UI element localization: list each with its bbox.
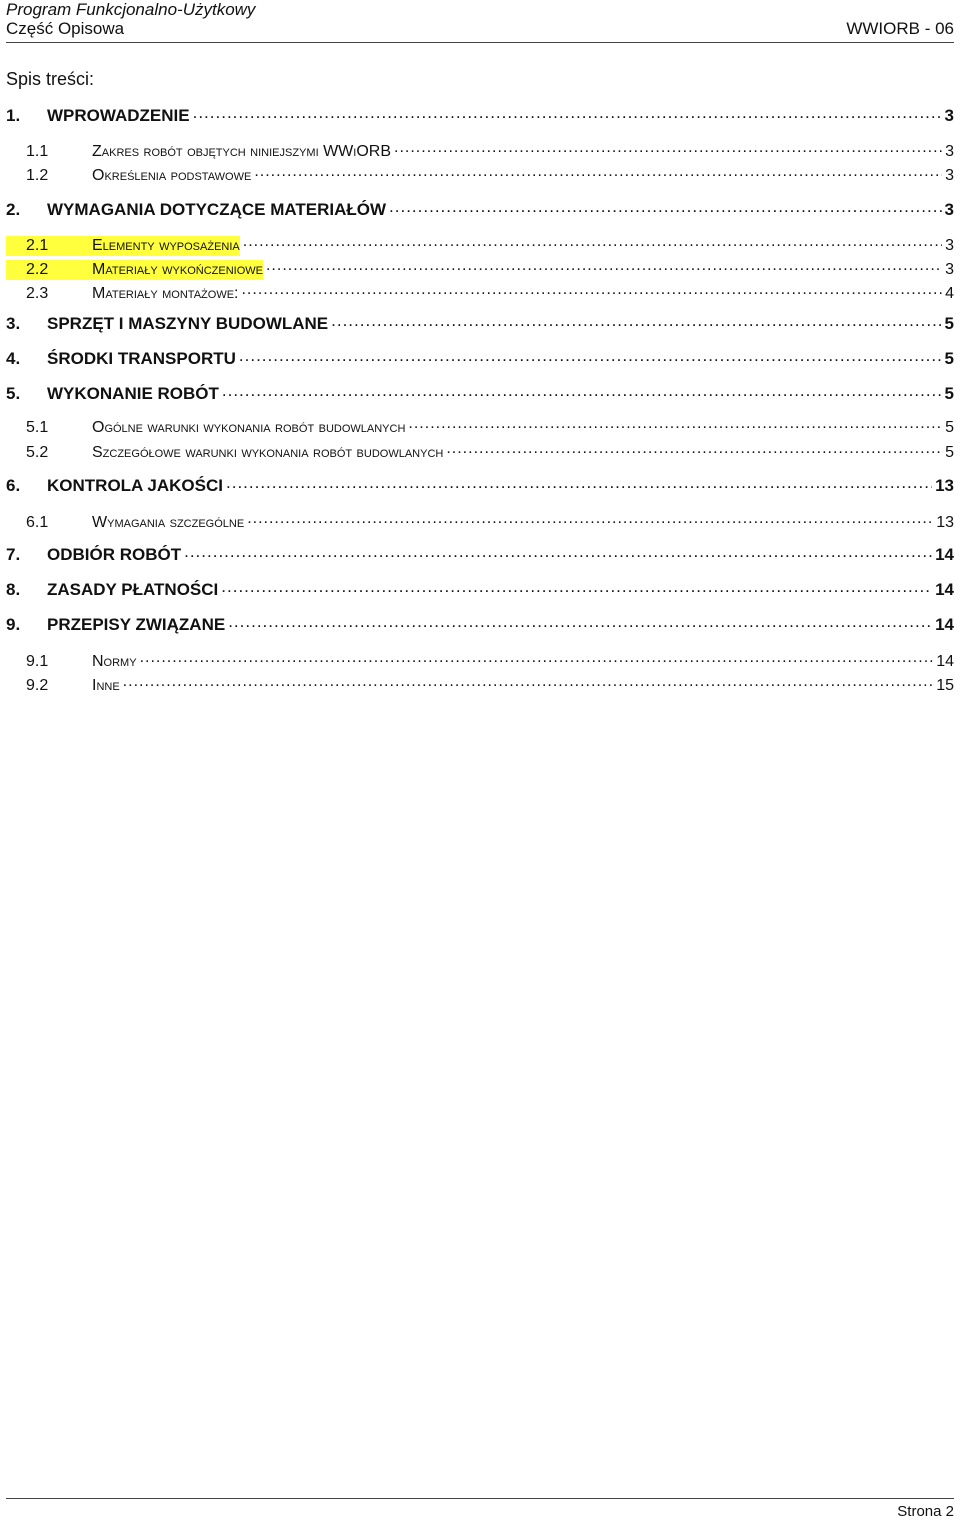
page-header <box>6 0 954 43</box>
toc-entry-page: 3 <box>944 106 954 125</box>
toc-entry-title: Materiały montażowe: <box>92 285 239 302</box>
toc-heading: Spis treści: <box>6 69 95 89</box>
toc-entry-page: 15 <box>936 677 954 694</box>
toc-entry[interactable] <box>6 578 954 600</box>
toc-entry-page: 3 <box>944 200 954 219</box>
toc-entry[interactable] <box>6 382 954 404</box>
toc-entry[interactable] <box>6 258 954 278</box>
toc-dot-leader <box>254 164 942 180</box>
toc-entry-title: WYMAGANIA DOTYCZĄCE MATERIAŁÓW <box>47 200 387 219</box>
toc-entry-page: 5 <box>945 419 954 436</box>
toc-entry-number: 9.2 <box>26 677 49 694</box>
toc-entry-number: 5.1 <box>26 419 49 436</box>
toc-entry-page: 4 <box>945 285 954 302</box>
toc-entry-title: Normy <box>92 653 137 670</box>
toc-dot-leader <box>140 650 934 666</box>
toc-entry[interactable] <box>6 474 954 496</box>
toc-entry[interactable] <box>6 140 954 160</box>
header-title: Program Funkcjonalno-Użytkowy <box>6 0 256 19</box>
toc-entry-number: 7. <box>6 545 21 564</box>
toc-entry-title: Wymagania szczególne <box>92 514 245 531</box>
toc-dot-leader <box>243 234 942 250</box>
toc-dot-leader <box>266 258 942 274</box>
footer-page-number: Strona 2 <box>897 1503 954 1520</box>
toc-entry-number: 5. <box>6 384 21 403</box>
toc-entry[interactable] <box>6 164 954 184</box>
toc-dot-leader <box>331 312 941 329</box>
toc-entry-number: 1.2 <box>26 167 49 184</box>
toc-entry[interactable] <box>6 312 954 334</box>
toc-entry-title: ŚRODKI TRANSPORTU <box>47 349 236 368</box>
toc-entry-page: 3 <box>945 167 954 184</box>
toc-entry-title: Inne <box>92 677 120 694</box>
header-section: Część Opisowa <box>6 19 125 38</box>
toc-entry[interactable] <box>6 511 954 531</box>
toc-entry-title: WPROWADZENIE <box>47 106 190 125</box>
toc-entry-page: 13 <box>935 476 954 495</box>
toc-entry-page: 3 <box>945 261 954 278</box>
toc-entry-title: ODBIÓR ROBÓT <box>47 545 182 564</box>
toc-dot-leader <box>241 282 942 298</box>
toc-entry-page: 5 <box>944 384 954 403</box>
toc-entry[interactable] <box>6 674 954 694</box>
toc-entry-title: ZASADY PŁATNOŚCI <box>47 580 219 599</box>
toc-entry[interactable] <box>6 282 954 302</box>
toc-entry-number: 8. <box>6 580 21 599</box>
toc-entry-title: Określenia podstawowe <box>92 167 252 184</box>
toc-entry-page: 13 <box>936 514 954 531</box>
toc-entry-number: 9.1 <box>26 653 49 670</box>
toc-entry-number: 2.2 <box>6 260 92 280</box>
toc-dot-leader <box>123 674 934 690</box>
toc-entry-page: 14 <box>935 580 954 599</box>
toc-dot-leader <box>394 140 942 156</box>
toc-entry-title: SPRZĘT I MASZYNY BUDOWLANE <box>47 314 329 333</box>
toc-dot-leader <box>193 104 942 121</box>
toc-entry-title: PRZEPISY ZWIĄZANE <box>47 615 226 634</box>
toc-dot-leader <box>226 474 932 491</box>
page-footer <box>6 1498 954 1523</box>
toc-entry[interactable] <box>6 416 954 436</box>
toc-entry-number: 2.3 <box>26 285 49 302</box>
toc-entry[interactable] <box>6 104 954 126</box>
toc-entry[interactable] <box>6 613 954 635</box>
toc-entry-page: 14 <box>935 545 954 564</box>
toc-entry[interactable] <box>6 234 954 254</box>
toc-entry-number: 6.1 <box>26 514 49 531</box>
toc-entry-title: Zakres robót objętych niniejszymi WWiORB <box>92 143 392 160</box>
toc-entry[interactable] <box>6 347 954 369</box>
toc-dot-leader <box>228 613 932 630</box>
toc-entry-number: 1.1 <box>26 143 49 160</box>
toc-entry-page: 5 <box>944 349 954 368</box>
toc-dot-leader <box>247 511 933 527</box>
toc-entry-title: WYKONANIE ROBÓT <box>47 384 219 403</box>
toc-entry-number: 2. <box>6 200 21 219</box>
toc-entry-number: 9. <box>6 615 21 634</box>
toc-entry-title: Elementy wyposażenia <box>92 237 240 254</box>
toc-entry-number: 5.2 <box>26 444 49 461</box>
toc-entry-title: KONTROLA JAKOŚCI <box>47 476 223 495</box>
toc-entry-page: 5 <box>944 314 954 333</box>
toc-entry-number: 4. <box>6 349 21 368</box>
toc-entry-page: 3 <box>945 237 954 254</box>
toc-entry[interactable] <box>6 441 954 461</box>
toc-entry-page: 3 <box>945 143 954 160</box>
toc-entry-title: Szczegółowe warunki wykonania robót budowlanych <box>92 444 444 461</box>
toc-entry-number: 2.1 <box>6 236 92 256</box>
toc-entry-number: 3. <box>6 314 21 333</box>
toc-entry[interactable] <box>6 543 954 565</box>
toc-entry-number: 6. <box>6 476 21 495</box>
toc-entry[interactable] <box>6 198 954 220</box>
toc-entry-page: 5 <box>945 444 954 461</box>
toc-dot-leader <box>221 578 932 595</box>
toc-entry-number: 1. <box>6 106 21 125</box>
toc-entry-page: 14 <box>935 615 954 634</box>
toc-dot-leader <box>446 441 942 457</box>
toc-dot-leader <box>408 416 942 432</box>
toc-entry-title: Ogólne warunki wykonania robót budowlanych <box>92 419 406 436</box>
toc-dot-leader <box>184 543 932 560</box>
toc-entry-page: 14 <box>936 653 954 670</box>
toc-entry[interactable] <box>6 650 954 670</box>
toc-dot-leader <box>222 382 942 399</box>
header-code: WWIORB - 06 <box>846 19 954 38</box>
toc-entry-title: Materiały wykończeniowe <box>92 261 263 278</box>
toc-dot-leader <box>389 198 942 215</box>
toc-dot-leader <box>239 347 942 364</box>
